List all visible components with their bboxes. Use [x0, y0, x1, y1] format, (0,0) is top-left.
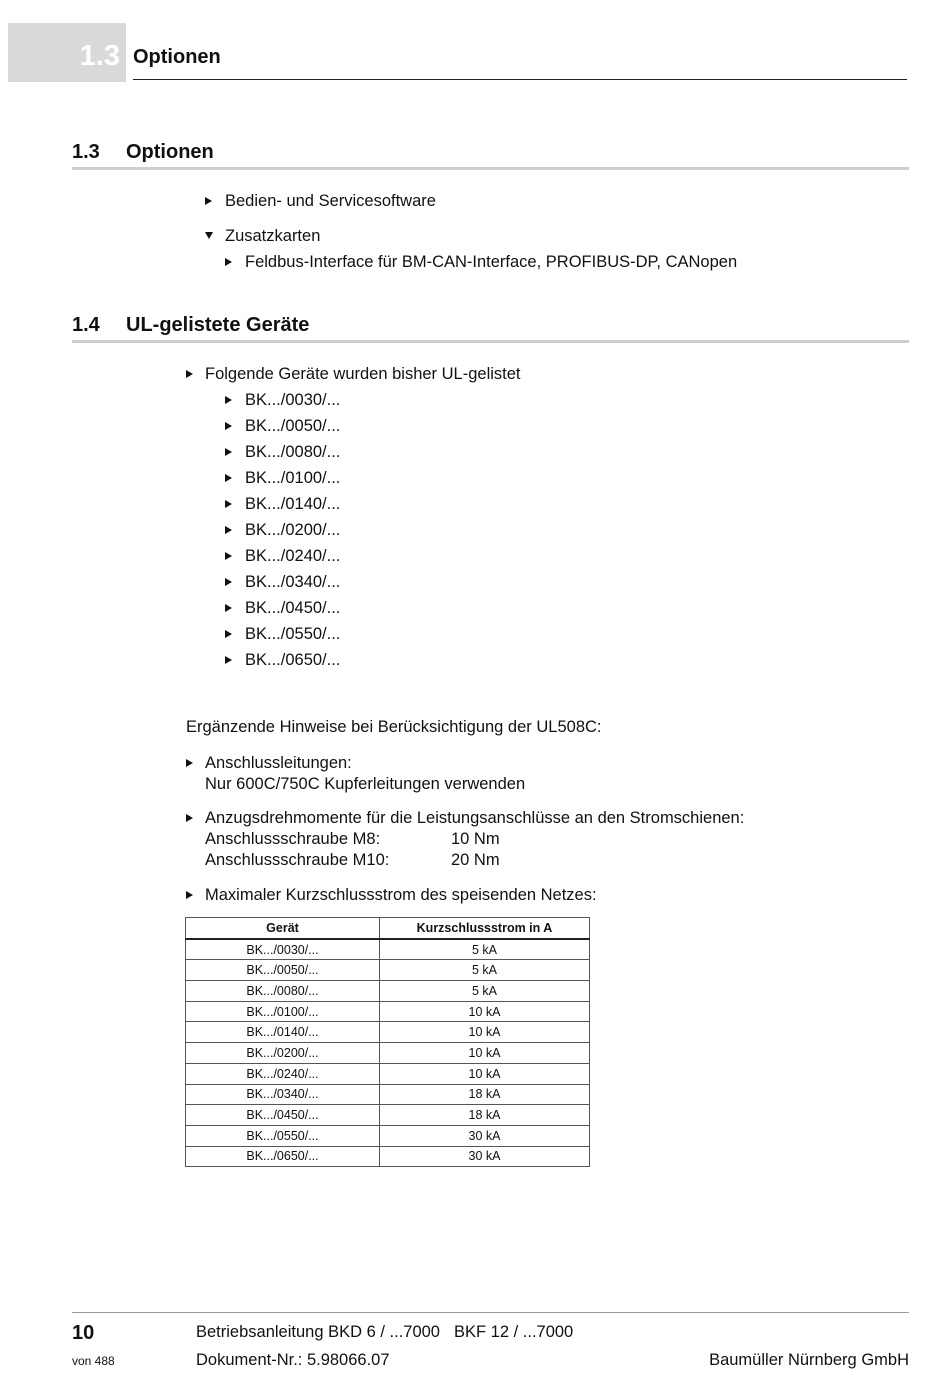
current-cell: 30 kA	[380, 1146, 590, 1167]
table-header-row	[186, 918, 590, 939]
list-item: Zusatzkarten	[225, 227, 321, 245]
bullet-right-icon	[225, 630, 232, 638]
device-cell: BK.../0140/...	[186, 1022, 380, 1043]
section-heading-1-3	[72, 141, 214, 164]
section-rule	[72, 167, 909, 170]
list-item: Anzugsdrehmomente für die Leistungsanschlüsse an den Stromschienen:	[205, 809, 745, 827]
column-header: Gerät	[186, 918, 380, 939]
manual-title-b: BKF 12 / ...7000	[454, 1323, 574, 1341]
bullet-right-icon	[225, 604, 232, 612]
manual-title-a: Betriebsanleitung BKD 6 / ...7000	[196, 1323, 440, 1341]
device-item: BK.../0550/...	[245, 625, 341, 643]
device-item: BK.../0450/...	[245, 599, 341, 617]
device-item: BK.../0140/...	[245, 495, 341, 513]
torque-label-m8: Anschlussschraube M8:	[205, 830, 381, 848]
document-number: Dokument-Nr.: 5.98066.07	[196, 1351, 390, 1369]
current-cell: 5 kA	[380, 960, 590, 981]
bullet-right-icon	[225, 500, 232, 508]
list-item: Bedien- und Servicesoftware	[225, 192, 436, 210]
table-row	[186, 960, 590, 981]
device-item: BK.../0650/...	[245, 651, 341, 669]
table-row	[186, 981, 590, 1002]
bullet-right-icon	[225, 552, 232, 560]
current-cell: 10 kA	[380, 1043, 590, 1064]
device-item: BK.../0200/...	[245, 521, 341, 539]
table-row	[186, 1084, 590, 1105]
bullet-right-icon	[225, 396, 232, 404]
device-item: BK.../0100/...	[245, 469, 341, 487]
list-item: Maximaler Kurzschlussstrom des speisenden Netzes:	[205, 886, 597, 904]
device-item: BK.../0240/...	[245, 547, 341, 565]
page-number: 10	[72, 1322, 95, 1344]
current-cell: 10 kA	[380, 1022, 590, 1043]
bullet-right-icon	[186, 814, 193, 822]
current-cell: 10 kA	[380, 1001, 590, 1022]
current-cell: 10 kA	[380, 1063, 590, 1084]
current-cell: 18 kA	[380, 1084, 590, 1105]
table-row	[186, 1125, 590, 1146]
device-cell: BK.../0030/...	[186, 939, 380, 960]
device-item: BK.../0080/...	[245, 443, 341, 461]
hints-heading: Ergänzende Hinweise bei Berücksichtigung der UL508C:	[186, 718, 602, 736]
company-name: Baumüller Nürnberg GmbH	[709, 1351, 909, 1369]
bullet-right-icon	[205, 197, 212, 205]
section-number: 1.3	[72, 141, 100, 163]
section-number: 1.4	[72, 314, 100, 336]
chapter-number: 1.3	[79, 40, 120, 72]
section-heading-1-4	[72, 314, 309, 337]
bullet-right-icon	[225, 448, 232, 456]
table-row	[186, 1063, 590, 1084]
page-total: von 488	[72, 1354, 115, 1368]
device-cell: BK.../0650/...	[186, 1146, 380, 1167]
table-row	[186, 1105, 590, 1126]
bullet-right-icon	[186, 759, 193, 767]
list-item: Feldbus-Interface für BM-CAN-Interface, PROFIBUS-DP, CANopen	[245, 253, 738, 271]
bullet-right-icon	[225, 578, 232, 586]
bullet-right-icon	[186, 891, 193, 899]
device-cell: BK.../0050/...	[186, 960, 380, 981]
table-row	[186, 939, 590, 960]
bullet-right-icon	[225, 422, 232, 430]
short-circuit-table	[185, 917, 590, 1167]
current-cell: 30 kA	[380, 1125, 590, 1146]
bullet-right-icon	[225, 526, 232, 534]
torque-value-m8: 10 Nm	[451, 830, 500, 848]
current-cell: 5 kA	[380, 939, 590, 960]
device-item: BK.../0050/...	[245, 417, 341, 435]
section-title: Optionen	[126, 141, 214, 163]
table-row	[186, 1022, 590, 1043]
current-cell: 18 kA	[380, 1105, 590, 1126]
table-row	[186, 1043, 590, 1064]
table-row	[186, 1146, 590, 1167]
bullet-down-icon	[205, 232, 213, 239]
bullet-right-icon	[186, 370, 193, 378]
list-item: Folgende Geräte wurden bisher UL-gelistet	[205, 365, 521, 383]
bullet-right-icon	[225, 656, 232, 664]
running-title: Optionen	[133, 46, 221, 68]
bullet-right-icon	[225, 474, 232, 482]
bullet-right-icon	[225, 258, 232, 266]
list-item: Anschlussleitungen:	[205, 754, 352, 772]
device-cell: BK.../0450/...	[186, 1105, 380, 1126]
column-header: Kurzschlussstrom in A	[380, 918, 590, 939]
torque-value-m10: 20 Nm	[451, 851, 500, 869]
section-rule	[72, 340, 909, 343]
device-cell: BK.../0340/...	[186, 1084, 380, 1105]
section-title: UL-gelistete Geräte	[126, 314, 310, 336]
current-cell: 5 kA	[380, 981, 590, 1002]
device-item: BK.../0030/...	[245, 391, 341, 409]
torque-label-m10: Anschlussschraube M10:	[205, 851, 390, 869]
device-item: BK.../0340/...	[245, 573, 341, 591]
device-cell: BK.../0240/...	[186, 1063, 380, 1084]
manual-title	[196, 1323, 573, 1342]
device-cell: BK.../0100/...	[186, 1001, 380, 1022]
device-cell: BK.../0200/...	[186, 1043, 380, 1064]
hint-text: Nur 600C/750C Kupferleitungen verwenden	[205, 775, 526, 793]
footer-divider	[72, 1312, 909, 1313]
table-row	[186, 1001, 590, 1022]
device-cell: BK.../0550/...	[186, 1125, 380, 1146]
header-divider	[133, 79, 907, 80]
device-cell: BK.../0080/...	[186, 981, 380, 1002]
